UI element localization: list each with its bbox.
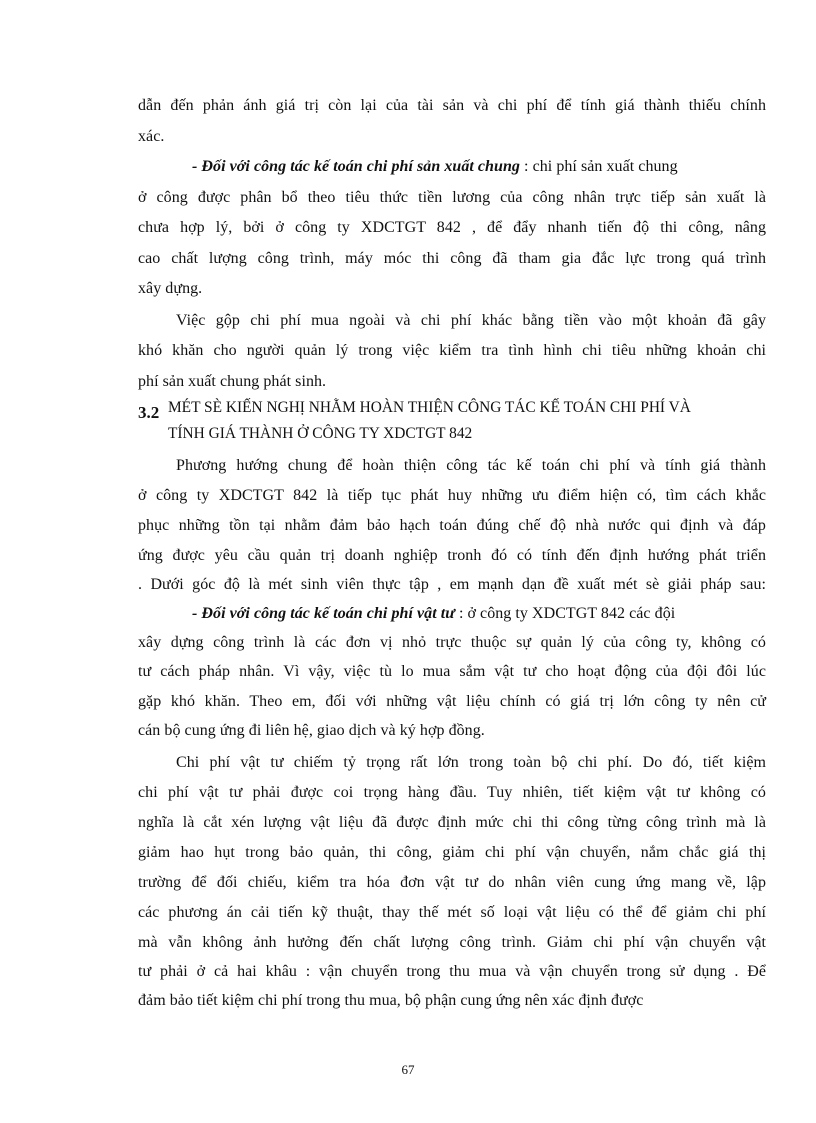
paragraph-line: Việc gộp chi phí mua ngoài và chi phí khác bằng tiền vào một khoản đã gây <box>176 312 766 329</box>
paragraph-line: ứng được yêu cầu quản trị doanh nghiệp tronh đó có tính đến định hướng phát triển <box>138 547 766 564</box>
paragraph-text: : chi phí sản xuất chung <box>524 158 678 175</box>
paragraph-line: gặp khó khăn. Theo em, đối với những vật liệu chính có giá trị lớn công ty nên cử <box>138 693 766 710</box>
section-number: 3.2 <box>138 403 160 422</box>
paragraph-line: giảm hao hụt trong bảo quản, thi công, giảm chi phí vận chuyển, nắm chắc giá thị <box>138 844 766 861</box>
paragraph-line: Chi phí vật tư chiếm tỷ trọng rất lớn trong toàn bộ chi phí. Do đó, tiết kiệm <box>176 754 766 771</box>
paragraph-line: tư phải ở cả hai khâu : vận chuyển trong thu mua và vận chuyển trong sử dụng . Để <box>138 963 766 980</box>
paragraph-line: xây dựng. <box>138 280 203 297</box>
paragraph-line: nghĩa là cắt xén lượng vật liệu đã được định mức chi thi công từng công trình mà là <box>138 814 766 831</box>
paragraph-line: xây dựng công trình là các đơn vị nhỏ trực thuộc sự quản lý của công ty, không có <box>138 634 766 651</box>
section-heading: MÉT SÈ KIẾN NGHỊ NHẰM HOÀN THIỆN CÔNG TÁC KẾ TOÁN CHI PHÍ VÀ <box>168 399 691 416</box>
paragraph-line: cao chất lượng công trình, máy móc thi công đã tham gia đắc lực trong quá trình <box>138 250 766 267</box>
section-heading: TÍNH GIÁ THÀNH Ở CÔNG TY XDCTGT 842 <box>168 425 473 442</box>
paragraph-line: chi phí vật tư phải được coi trọng hàng đầu. Tuy nhiên, tiết kiệm vật tư không có <box>138 784 766 801</box>
paragraph-line: mà vẫn không ảnh hưởng đến chất lượng công trình. Giảm chi phí vận chuyển vật <box>138 934 766 951</box>
paragraph-line: Phương hướng chung để hoàn thiện công tác kế toán chi phí và tính giá thành <box>176 457 766 474</box>
paragraph-line: đảm bảo tiết kiệm chi phí trong thu mua, bộ phận cung ứng nên xác định được <box>138 992 644 1009</box>
paragraph-line <box>192 604 675 624</box>
paragraph-line: ở công được phân bổ theo tiêu thức tiền lương của công nhân trực tiếp sản xuất là <box>138 189 766 206</box>
paragraph-line: cán bộ cung ứng đi liên hệ, giao dịch và ký hợp đồng. <box>138 722 485 739</box>
paragraph-line: xác. <box>138 128 165 145</box>
paragraph-line: chưa hợp lý, bởi ở công ty XDCTGT 842 , để đẩy nhanh tiến độ thi công, nâng <box>138 219 766 236</box>
paragraph-line: khó khăn cho người quản lý trong việc kiểm tra tình hình chi tiêu những khoản chi <box>138 342 766 359</box>
page-number: 67 <box>401 1062 415 1077</box>
paragraph-line: phí sản xuất chung phát sinh. <box>138 373 327 390</box>
paragraph-line: dẫn đến phản ánh giá trị còn lại của tài sản và chi phí để tính giá thành thiếu chính <box>138 97 766 114</box>
paragraph-line: các phương án cải tiến kỹ thuật, thay thế mét số loại vật liệu có thể để giảm chi phí <box>138 904 766 921</box>
paragraph-line <box>192 157 678 177</box>
section-lead-production-overhead: - Đối với công tác kế toán chi phí sản xuất chung <box>192 158 520 175</box>
paragraph-line: trường để đối chiếu, kiểm tra hóa đơn vật tư do nhân viên cung ứng mang về, lập <box>138 874 766 891</box>
paragraph-line: ở công ty XDCTGT 842 là tiếp tục phát huy những ưu điểm hiện có, tìm cách khắc <box>138 487 766 504</box>
section-lead-materials: - Đối với công tác kế toán chi phí vật tư <box>192 605 455 622</box>
paragraph-line: . Dưới góc độ là mét sinh viên thực tập , em mạnh dạn đề xuất mét sè giải pháp sau: <box>138 576 766 593</box>
paragraph-line: tư cách pháp nhân. Vì vậy, việc tù lo mua sắm vật tư cho hoạt động của đội đôi lúc <box>138 663 766 680</box>
paragraph-text: : ở công ty XDCTGT 842 các đội <box>458 605 676 622</box>
paragraph-line: phục những tồn tại nhằm đảm bảo hạch toán đúng chế độ nhà nước qui định và đáp <box>138 517 766 534</box>
